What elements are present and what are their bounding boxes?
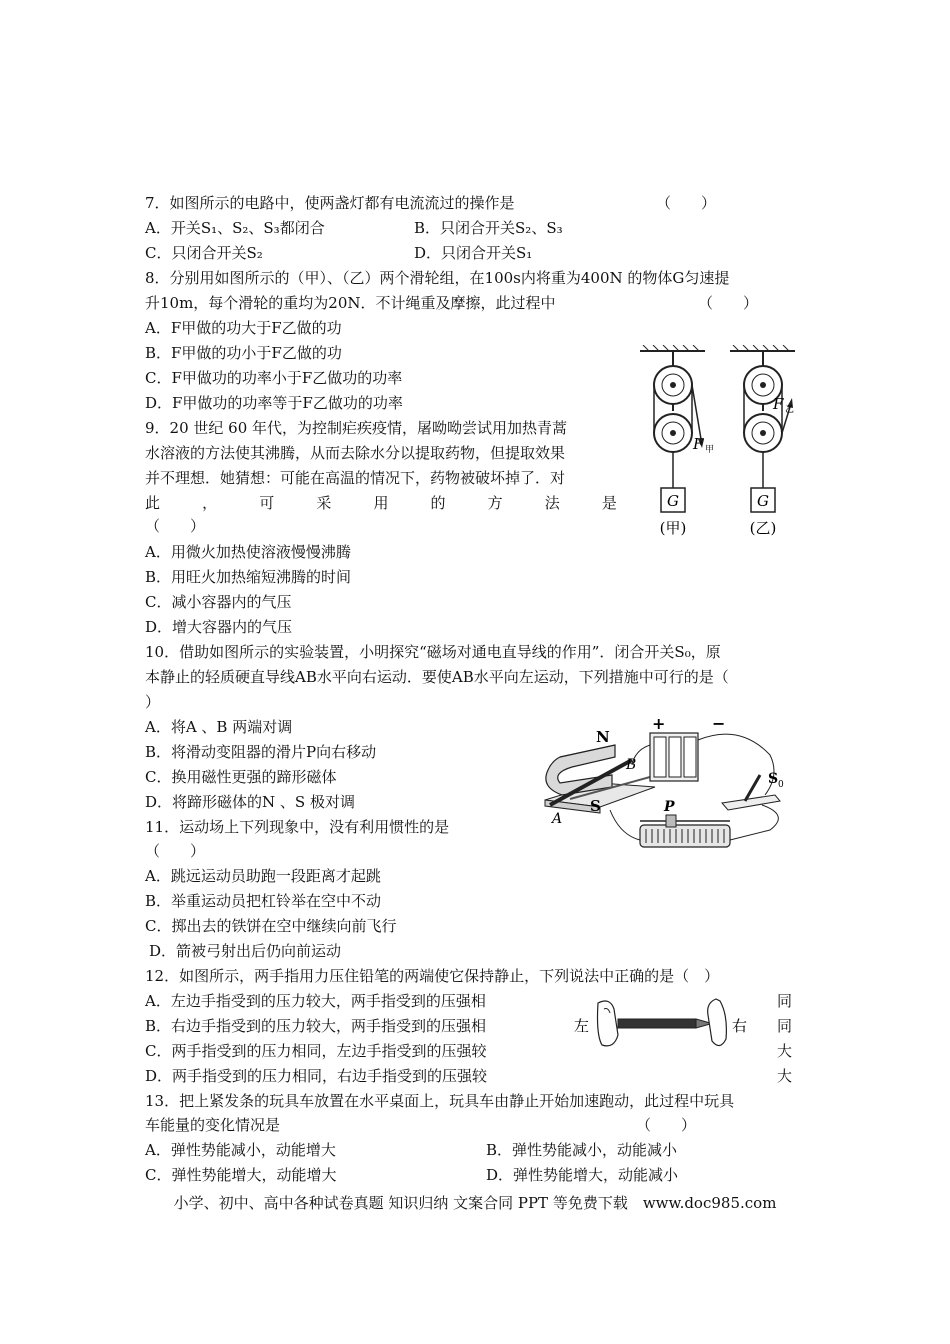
label-jia: (甲) [659, 519, 687, 537]
q11-option-c: C．掷出去的铁饼在空中继续向前飞行 [145, 917, 397, 935]
wire-a-label: A [552, 811, 563, 827]
battery-minus-label: − [712, 715, 726, 733]
q13-stem-line2: 车能量的变化情况是 [145, 1116, 281, 1134]
ceiling-yi [730, 345, 795, 351]
q11-option-d: D．箭被弓射出后仍向前运动 [149, 942, 342, 960]
q11-answer-paren: （ ） [145, 842, 206, 860]
q12-option-d-end: 大 [777, 1067, 793, 1085]
q12-option-a-end: 同 [777, 992, 793, 1010]
battery-plus-label: + [652, 715, 666, 733]
q9-stem-line1: 9．20 世纪 60 年代，为控制疟疾疫情，屠呦呦尝试用加热青蒿 [145, 419, 568, 437]
q9-word: 可 [259, 494, 275, 512]
q9-word: ， [202, 494, 218, 512]
rheostat [640, 825, 730, 847]
q9-option-b: B．用旺火加热缩短沸腾的时间 [145, 568, 352, 586]
q8-option-a: A．F甲做的功大于F乙做的功 [145, 319, 342, 337]
wire-b-label: B [626, 757, 637, 773]
q11-option-b: B．举重运动员把杠铃举在空中不动 [145, 892, 382, 910]
pulley-figure [635, 345, 815, 540]
wire [730, 805, 778, 840]
q7-option-a: A．开关S₁、S₂、S₃都闭合 [145, 219, 325, 237]
q9-word: 的 [430, 494, 446, 512]
q9-option-a: A．用微火加热使溶液慢慢沸腾 [145, 543, 351, 561]
q10-stem-line2: 本静止的轻质硬直导线AB水平向右运动．要使AB水平向左运动，下列措施中可行的是（ [145, 668, 729, 686]
q9-word: 法 [544, 494, 560, 512]
q12-option-a: A．左边手指受到的压力较大，两手指受到的压强相 [145, 992, 486, 1010]
q10-stem-line3: ） [145, 693, 161, 711]
magnet-circuit-figure [540, 715, 800, 860]
weight-label-yi: G [757, 492, 769, 510]
q8-option-d: D．F甲做功的功率等于F乙做功的功率 [145, 394, 403, 412]
q9-word: 此 [145, 494, 161, 512]
wire [610, 810, 640, 840]
force-jia-label: F [693, 435, 704, 453]
q10-option-a: A．将A 、B 两端对调 [145, 718, 293, 736]
q8-stem-line2: 升10m，每个滑轮的重均为20N．不计绳重及摩擦，此过程中 [145, 294, 556, 312]
q9-stem-line2: 水溶液的方法使其沸腾，从而去除水分以提取药物，但提取效果 [145, 444, 566, 462]
force-yi-label: F [773, 395, 784, 413]
q12-option-c: C．两手指受到的压力相同，左边手指受到的压强较 [145, 1042, 487, 1060]
q9-word: 采 [316, 494, 332, 512]
ceiling-jia [640, 345, 705, 351]
q12-option-b: B．右边手指受到的压力较大，两手指受到的压强相 [145, 1017, 487, 1035]
wire [698, 734, 774, 795]
q9-option-c: C．减小容器内的气压 [145, 593, 292, 611]
right-label: 右 [732, 1017, 748, 1035]
pencil [618, 1019, 696, 1028]
q8-stem-line1: 8．分别用如图所示的（甲）、（乙）两个滑轮组，在100s内将重为400N 的物体G匀速提 [145, 269, 730, 287]
magnet-n-label: N [596, 728, 610, 746]
q7-answer-paren: （ ） [656, 194, 717, 212]
q9-word: 用 [373, 494, 389, 512]
q7-stem: 7．如图所示的电路中，使两盏灯都有电流流过的操作是 [145, 194, 515, 212]
q7-option-b: B．只闭合开关S₂、S₃ [414, 219, 563, 237]
q8-option-b: B．F甲做的功小于F乙做的功 [145, 344, 342, 362]
rheostat-slider [666, 815, 676, 827]
switch-s-sub: 0 [778, 780, 784, 790]
q13-stem-line1: 13．把上紧发条的玩具车放置在水平桌面上，玩具车由静止开始加速跑动，此过程中玩具 [145, 1092, 735, 1110]
magnet-s-label: S [590, 797, 601, 815]
q10-option-c: C．换用磁性更强的蹄形磁体 [145, 768, 337, 786]
q10-option-b: B．将滑动变阻器的滑片P向右移动 [145, 743, 377, 761]
left-label: 左 [574, 1017, 590, 1035]
q8-answer-paren: （ ） [698, 294, 759, 312]
q9-option-d: D．增大容器内的气压 [145, 618, 293, 636]
q7-option-c: C．只闭合开关S₂ [145, 244, 263, 262]
q9-answer-paren: （ ） [145, 517, 206, 535]
q9-word: 方 [487, 494, 503, 512]
q13-option-d: D．弹性势能增大，动能减小 [486, 1166, 679, 1184]
switch-s-label: S [768, 771, 779, 787]
q12-option-b-end: 同 [777, 1017, 793, 1035]
label-yi: (乙) [749, 519, 777, 537]
q11-stem: 11．运动场上下列现象中，没有利用惯性的是 [145, 818, 450, 836]
left-finger [598, 1001, 619, 1046]
q9-stem-line3: 并不理想．她猜想：可能在高温的情况下，药物被破坏掉了．对 [145, 469, 566, 487]
right-finger [708, 999, 727, 1046]
q10-stem-line1: 10．借助如图所示的实验装置，小明探究“磁场对通电直导线的作用”．闭合开关S₀，原 [145, 643, 721, 661]
q8-option-c: C．F甲做功的功率小于F乙做功的功率 [145, 369, 403, 387]
pencil-figure [570, 995, 750, 1055]
q13-option-a: A．弹性势能减小，动能增大 [145, 1141, 336, 1159]
q12-option-c-end: 大 [777, 1042, 793, 1060]
q12-stem: 12．如图所示，两手指用力压住铅笔的两端使它保持静止，下列说法中正确的是（ ） [145, 967, 720, 985]
q13-option-b: B．弹性势能减小，动能减小 [486, 1141, 678, 1159]
force-jia-sub: 甲 [705, 445, 715, 455]
page-footer: 小学、初中、高中各种试卷真题 知识归纳 文案合同 PPT 等免费下载 www.doc985.com [173, 1194, 777, 1212]
q9-stem-line4 [145, 493, 617, 513]
q7-option-d: D．只闭合开关S₁ [414, 244, 533, 262]
q13-option-c: C．弹性势能增大，动能增大 [145, 1166, 337, 1184]
weight-label-jia: G [667, 492, 679, 510]
slider-p-label: P [664, 799, 675, 815]
force-yi-sub: 乙 [785, 405, 795, 415]
q10-option-d: D．将蹄形磁体的N 、S 极对调 [145, 793, 355, 811]
q12-option-d: D．两手指受到的压力相同，右边手指受到的压强较 [145, 1067, 488, 1085]
q11-option-a: A．跳远运动员助跑一段距离才起跳 [145, 867, 381, 885]
q9-word: 是 [601, 494, 617, 512]
switch-s0 [722, 795, 780, 810]
q13-answer-paren: （ ） [636, 1116, 697, 1134]
